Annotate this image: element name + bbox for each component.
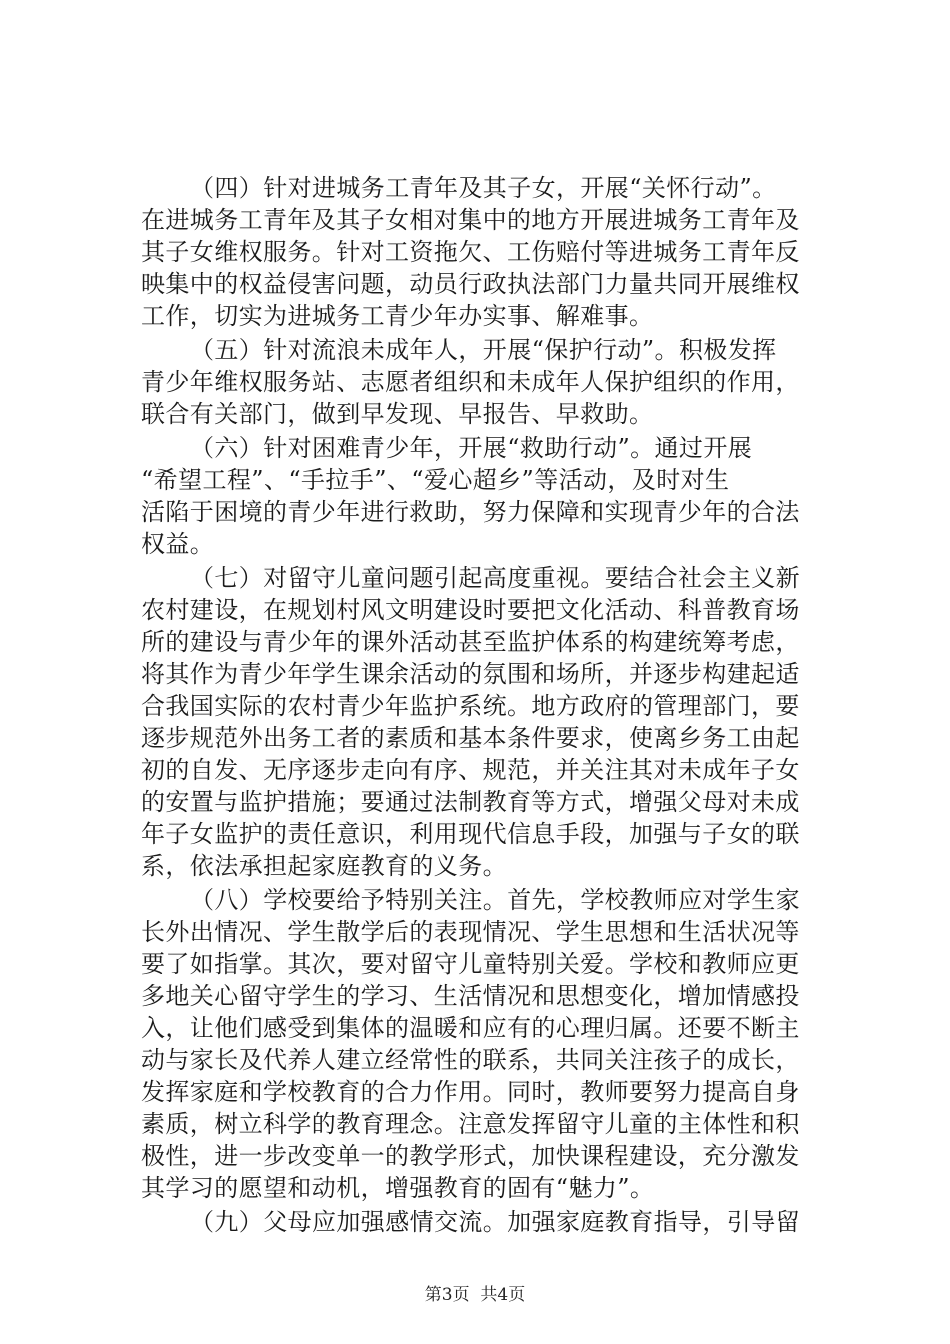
paragraph-7-line-9: 年子女监护的责任意识，利用现代信息手段，加强与子女的联 [141,820,800,848]
paragraph-8-line-9: 极性，进一步改变单一的教学形式，加快课程建设，充分激发 [141,1142,800,1170]
paragraph-6-line-1: （六）针对困难青少年，开展“救助行动”。通过开展 [190,434,753,462]
paragraph-4-line-4: 映集中的权益侵害问题，动员行政执法部门力量共同开展维权 [141,270,800,298]
paragraph-8-line-3: 要了如指掌。其次，要对留守儿童特别关爱。学校和教师应更 [141,950,800,978]
paragraph-6-line-3: 活陷于困境的青少年进行救助，努力保障和实现青少年的合法 [141,498,800,526]
paragraph-7-line-2: 农村建设，在规划村风文明建设时要把文化活动、科普教育场 [141,596,800,624]
paragraph-7-line-8: 的安置与监护措施；要通过法制教育等方式，增强父母对未成 [141,788,800,816]
paragraph-4-line-1: （四）针对进城务工青年及其子女，开展“关怀行动”。 [190,174,777,202]
paragraph-7-line-4: 将其作为青少年学生课余活动的氛围和场所，并逐步构建起适 [141,660,800,688]
paragraph-7-line-7: 初的自发、无序逐步走向有序、规范，并关注其对未成年子女 [141,756,800,784]
paragraph-9-line-1: （九）父母应加强感情交流。加强家庭教育指导，引导留 [190,1208,800,1236]
paragraph-5-line-2: 青少年维权服务站、志愿者组织和未成年人保护组织的作用， [141,368,800,396]
paragraph-8-line-2: 长外出情况、学生散学后的表现情况、学生思想和生活状况等 [141,918,800,946]
paragraph-5-line-1: （五）针对流浪未成年人，开展“保护行动”。积极发挥 [190,336,777,364]
paragraph-8-line-5: 入，让他们感受到集体的温暖和应有的心理归属。还要不断主 [141,1014,800,1042]
paragraph-7-line-3: 所的建设与青少年的课外活动甚至监护体系的构建统筹考虑， [141,628,800,656]
paragraph-7-line-6: 逐步规范外出务工者的素质和基本条件要求，使离乡务工由起 [141,724,800,752]
paragraph-7-line-1: （七）对留守儿童问题引起高度重视。要结合社会主义新 [190,564,800,592]
paragraph-8-line-4: 多地关心留守学生的学习、生活情况和思想变化，增加情感投 [141,982,800,1010]
paragraph-5-line-3: 联合有关部门，做到早发现、早报告、早救助。 [141,400,654,428]
paragraph-4-line-5: 工作，切实为进城务工青少年办实事、解难事。 [141,302,654,330]
paragraph-7-line-10: 系，依法承担起家庭教育的义务。 [141,852,507,880]
paragraph-8-line-8: 素质，树立科学的教育理念。注意发挥留守儿童的主体性和积 [141,1110,800,1138]
paragraph-4-line-3: 其子女维权服务。针对工资拖欠、工伤赔付等进城务工青年反 [141,238,800,266]
paragraph-6-line-2: “希望工程”、“手拉手”、“爱心超乡”等活动，及时对生 [141,466,730,494]
paragraph-8-line-6: 动与家长及代养人建立经常性的联系，共同关注孩子的成长， [141,1046,800,1074]
paragraph-7-line-5: 合我国实际的农村青少年监护系统。地方政府的管理部门，要 [141,692,800,720]
page-footer: 第3页 共4页 [424,1285,526,1305]
paragraph-4-line-2: 在进城务工青年及其子女相对集中的地方开展进城务工青年及 [141,206,800,234]
paragraph-8-line-7: 发挥家庭和学校教育的合力作用。同时，教师要努力提高自身 [141,1078,800,1106]
paragraph-8-line-10: 其学习的愿望和动机，增强教育的固有“魅力”。 [141,1174,655,1202]
paragraph-8-line-1: （八）学校要给予特别关注。首先，学校教师应对学生家 [190,886,800,914]
paragraph-6-line-4: 权益。 [141,530,215,558]
